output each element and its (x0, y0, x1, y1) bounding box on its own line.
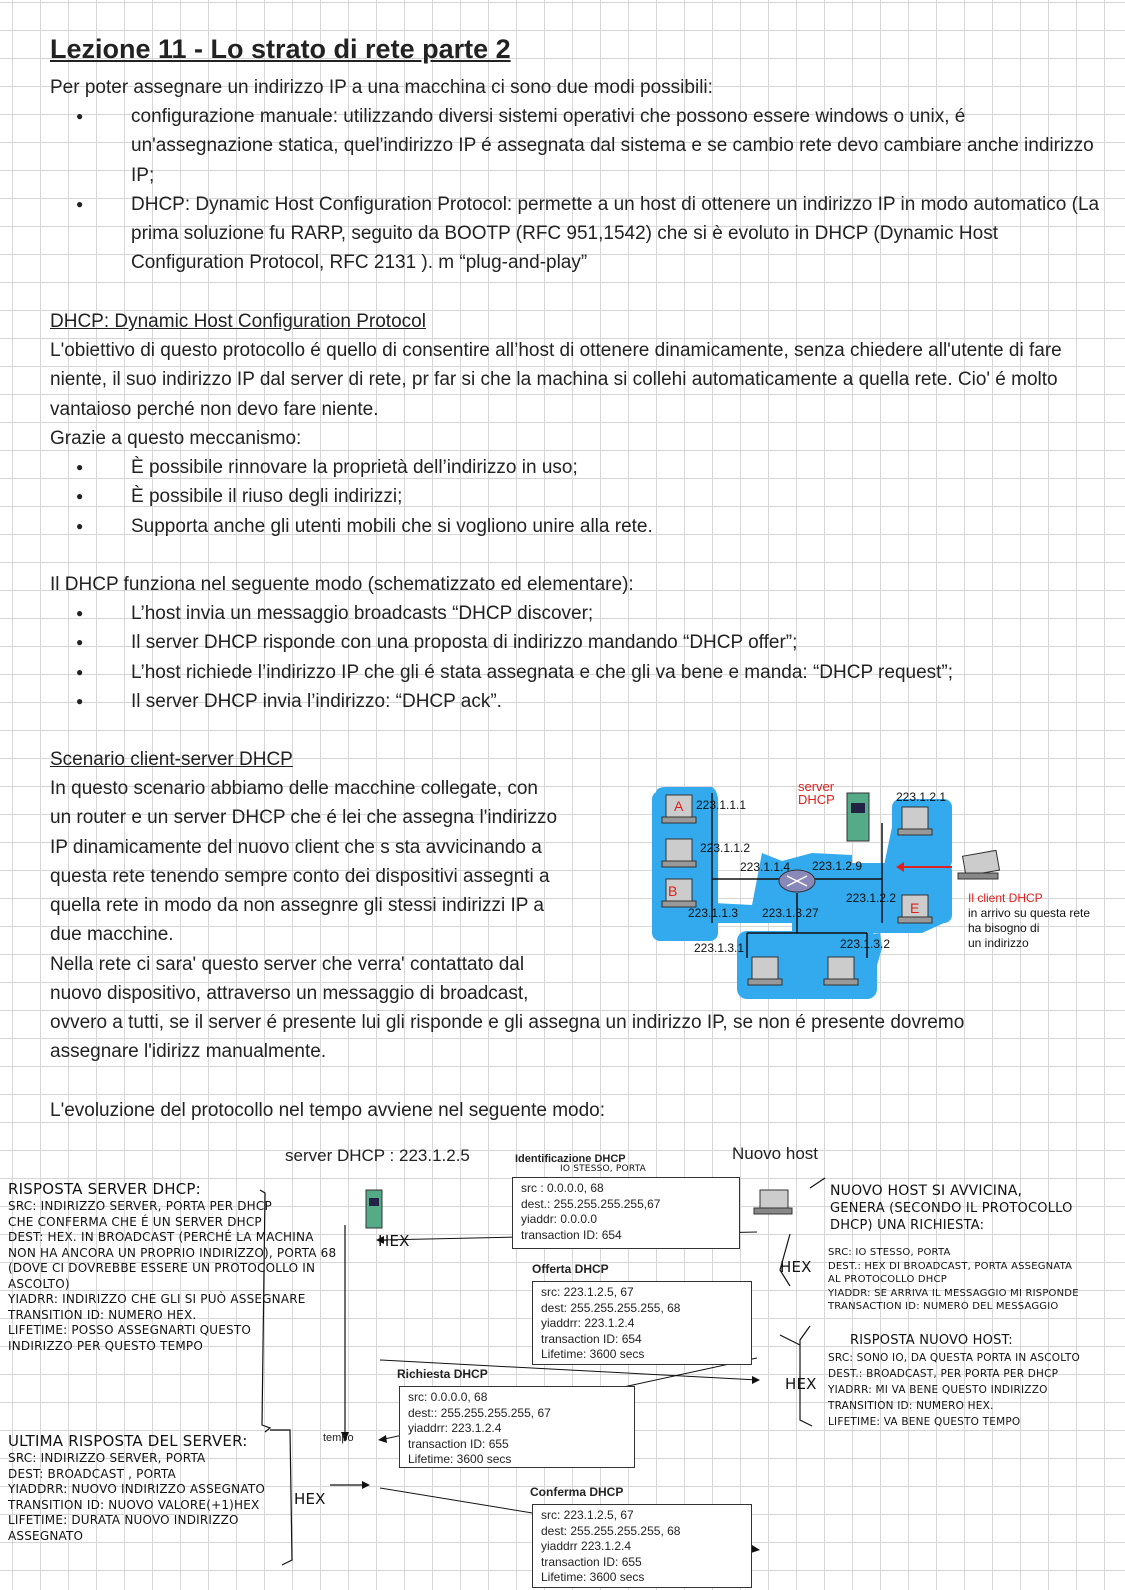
note-line: CHE CONFERMA CHE É UN SERVER DHCP (8, 1214, 262, 1229)
note-line: DHCP) UNA RICHIESTA: (830, 1218, 985, 1233)
note-line: YIADRR: MI VA BENE QUESTO INDIRIZZO (828, 1384, 1048, 1396)
section-heading-scenario: Scenario client-server DHCP (50, 749, 293, 770)
offer-box (532, 1281, 752, 1365)
note-line: NUOVO HOST SI AVVICINA, (830, 1183, 1023, 1199)
funziona-list (50, 599, 1110, 716)
host-title: Nuovo host (732, 1144, 818, 1163)
note-host-response-title: RISPOSTA NUOVO HOST: (850, 1333, 1013, 1348)
ip-label: 223.1.2.1 (896, 790, 947, 804)
box-line: yiaddrr 223.1.2.4 (541, 1539, 632, 1553)
list-item: ● L’host invia un messaggio broadcasts “DHCP discover; (50, 599, 1110, 628)
scenario-line: nuovo dispositivo, attraverso un messaggio di broadcast, (50, 983, 529, 1005)
scenario-line: questa rete tenendo sempre conto dei dispositivi assegnti a (50, 865, 550, 887)
note-line: (DOVE CI DOVREBBE ESSERE UN PROTOCOLLO IN (8, 1261, 316, 1275)
request-box (399, 1386, 635, 1468)
dhcp-server-icon (847, 793, 869, 841)
computer-icon (748, 957, 782, 985)
note-line: DEST.: BROADCAST, PER PORTA PER DHCP (828, 1368, 1059, 1380)
note-line: DEST.: HEX DI BROADCAST, PORTA ASSEGNATA (828, 1260, 1073, 1272)
note-line: LIFETIME: POSSO ASSEGNARTI QUESTO (8, 1323, 252, 1337)
note-line: DEST: HEX. IN BROADCAST (PERCHÉ LA MACHINA (8, 1230, 314, 1244)
note-server-response (8, 1180, 368, 1354)
ip-label: 223.1.2.2 (846, 891, 897, 905)
box-line: src: 223.1.2.5, 67 (541, 1285, 634, 1299)
funziona-text: Il DHCP funziona nel seguente modo (schematizzato ed elementare): (50, 574, 634, 595)
dhcp-paragraph: L'obiettivo di questo protocollo é quello di consentire all’host di ottenere dinamicamente, senza chiedere all'utente di fare niente, il suo indirizzo IP dal server di rete, pr far si che la machina si collehi automaticamente a quella rete. Cio' é molto vantaioso perché non devo fare niente. (50, 340, 1062, 420)
list-item: ● È possibile rinnovare la proprietà dell’indirizzo in uso; (50, 453, 1110, 482)
note-line: INDIRIZZO PER QUESTO TEMPO (8, 1338, 204, 1353)
note-line: TRANSITION ID: NUOVO VALORE(+1)HEX (8, 1497, 260, 1512)
note-line: SRC: INDIRIZZO SERVER, PORTA PER DHCP (8, 1199, 272, 1213)
host-label-a: A (674, 798, 684, 814)
server-title: server DHCP : 223.1.2.5 (285, 1146, 470, 1165)
box-line: Lifetime: 3600 secs (541, 1347, 645, 1361)
box-line: yiaddrr: 223.1.2.4 (541, 1316, 635, 1330)
note-line: LIFETIME: DURATA NUOVO INDIRIZZO (8, 1513, 239, 1527)
time-label: tempo (323, 1432, 354, 1444)
box-line: dest:: 255.255.255.255, 67 (408, 1405, 551, 1420)
box-line: Lifetime: 3600 secs (541, 1570, 645, 1584)
box-line: transaction ID: 654 (541, 1331, 642, 1346)
scenario-tail: ovvero a tutti, se il server é presente lui gli risponde e gli assegna un indirizzo IP, se non é presente dovremo assegnare l'idirizz manualmente. (50, 1012, 965, 1063)
intro-text: Per poter assegnare un indirizzo IP a una macchina ci sono due modi possibili: (50, 77, 713, 98)
ip-label: 223.1.1.3 (688, 906, 739, 920)
page-title: Lezione 11 - Lo strato di rete parte 2 (50, 34, 511, 64)
hex-note: HEX (378, 1232, 410, 1250)
note-line: YIADDRR: NUOVO INDIRIZZO ASSEGNATO (8, 1482, 266, 1496)
scenario-line: In questo scenario abbiamo delle macchine collegate, con (50, 778, 538, 799)
laptop-icon (754, 1190, 792, 1214)
box-line: yiaddrr: 223.1.2.4 (408, 1421, 502, 1435)
box-line: transaction ID: 655 (541, 1554, 642, 1569)
box-line: dest: 255.255.255.255, 68 (541, 1523, 681, 1538)
list-item: ● Il server DHCP invia l’indirizzo: “DHCP ack”. (50, 687, 1110, 716)
section-heading-dhcp: DHCP: Dynamic Host Configuration Protocol (50, 311, 426, 332)
note-line: GENERA (SECONDO IL PROTOCOLLO (830, 1201, 1073, 1216)
scenario-paragraph (50, 774, 650, 1008)
note-line: YIADRR: INDIRIZZO CHE GLI SI PUÒ ASSEGNARE (8, 1292, 306, 1306)
box-line: dest: 255.255.255.255, 68 (541, 1300, 681, 1315)
laptop-icon (958, 850, 999, 879)
ip-label: 223.1.3.2 (840, 937, 891, 951)
note-host-response (828, 1350, 1124, 1430)
box-line: yiaddr: 0.0.0.0 (521, 1212, 598, 1226)
note-line: SRC: SONO IO, DA QUESTA PORTA IN ASCOLTO (828, 1352, 1080, 1364)
note-line: SRC: INDIRIZZO SERVER, PORTA (8, 1451, 206, 1465)
ip-label: 223.1.3.27 (762, 906, 819, 920)
note-line: DEST: BROADCAST , PORTA (8, 1466, 176, 1481)
note-line: ASSEGNATO (8, 1528, 84, 1543)
host-label-e: E (910, 900, 920, 916)
note-line: TRANSACTION ID: NUMERO DEL MESSAGGIO (828, 1301, 1059, 1312)
computer-icon (898, 807, 932, 835)
client-note-line: in arrivo su questa rete (968, 906, 1091, 920)
box-line: src: 0.0.0.0, 68 (408, 1390, 488, 1404)
note-new-host (830, 1182, 1120, 1234)
note-line: AL PROTOCOLLO DHCP (828, 1274, 947, 1285)
computer-icon (824, 957, 858, 985)
computer-icon (662, 839, 696, 867)
note-line: LIFETIME: VA BENE QUESTO TEMPO (828, 1416, 1021, 1428)
list-item: ● Supporta anche gli utenti mobili che si vogliono unire alla rete. (50, 512, 1110, 541)
hex-note: HEX (780, 1258, 812, 1276)
note-line: NON HA ANCORA UN PROPRIO INDIRIZZO), PORTA 68 (8, 1245, 337, 1260)
scenario-line: IP dinamicamente del nuovo client che s sta avvicinando a (50, 836, 542, 858)
client-note-line: Il client DHCP (968, 891, 1043, 905)
box-line: Lifetime: 3600 secs (408, 1452, 512, 1466)
list-item: ● configurazione manuale: utilizzando diversi sistemi operativi che possono essere windows o unix, é un'assegnazione statica, quel'indirizzo IP é assegnata dal sistema e se cambio rete devo cambiare anche indirizzo IP; (50, 102, 1110, 190)
intro-list (50, 102, 1110, 278)
note-line: TRANSITION ID: NUMERO HEX. (828, 1400, 994, 1412)
note-line: RISPOSTA SERVER DHCP: (8, 1180, 201, 1198)
discover-hand-note: IO STESSO, PORTA (560, 1164, 646, 1174)
ip-label: 223.1.2.9 (812, 859, 863, 873)
grazie-text: Grazie a questo meccanismo: (50, 428, 302, 449)
ack-title: Conferma DHCP (530, 1485, 624, 1499)
hex-note: HEX (785, 1375, 817, 1393)
host-label-b: B (668, 883, 678, 899)
note-line: ASCOLTO) (8, 1276, 70, 1291)
note-line: SRC: IO STESSO, PORTA (828, 1247, 951, 1258)
note-last-server-response (8, 1432, 298, 1544)
scenario-line: Nella rete ci sara' questo server che verra' contattato dal (50, 953, 525, 975)
box-line: transaction ID: 655 (408, 1436, 509, 1451)
note-line: ULTIMA RISPOSTA DEL SERVER: (8, 1432, 248, 1450)
evoluzione-text: L'evoluzione del protocollo nel tempo avviene nel seguente modo: (50, 1100, 605, 1121)
ip-label: 223.1.1.2 (700, 841, 751, 855)
note-new-host-details (828, 1246, 1124, 1314)
request-title: Richiesta DHCP (397, 1367, 488, 1381)
ip-label: 223.1.1.1 (696, 798, 747, 812)
list-item: ● L’host richiede l’indirizzo IP che gli é stata assegnata e che gli va bene e manda: “DHCP request”; (50, 658, 1110, 687)
server-label: server DHCP (798, 783, 835, 807)
discover-title: Identificazione DHCP (515, 1153, 626, 1165)
scenario-line: quella rete in modo da non assegnre gli stessi indirizzi IP a (50, 895, 544, 917)
discover-box (512, 1177, 740, 1249)
box-line: transaction ID: 654 (521, 1227, 622, 1242)
client-note-line: ha bisogno di (968, 921, 1040, 935)
ack-box (532, 1504, 752, 1588)
ip-label: 223.1.1.4 (740, 860, 791, 874)
box-line: src: 223.1.2.5, 67 (541, 1508, 634, 1522)
scenario-line: un router e un server DHCP che é lei che assegna l'indirizzo (50, 807, 558, 829)
note-line: TRANSITION ID: NUMERO HEX. (8, 1307, 197, 1322)
list-item: ● È possibile il riuso degli indirizzi; (50, 482, 1110, 511)
scenario-line: due macchine. (50, 924, 174, 946)
box-line: dest.: 255.255.255.255,67 (521, 1196, 661, 1211)
box-line: src : 0.0.0.0, 68 (521, 1181, 604, 1195)
note-line: YIADDR: SE ARRIVA IL MESSAGGIO MI RISPONDE (828, 1287, 1079, 1299)
network-diagram (652, 783, 1122, 1008)
offer-title: Offerta DHCP (532, 1262, 609, 1276)
grazie-list (50, 453, 1110, 541)
list-item: ● DHCP: Dynamic Host Configuration Protocol: permette a un host di ottenere un indirizzo IP in modo automatico (La prima soluzione fu RARP, seguito da BOOTP (RFC 951,1542) che si è evoluto in DHCP (Dynamic Host Configuration Protocol, RFC 2131 ). m “plug-and-play” (50, 190, 1110, 278)
ip-label: 223.1.3.1 (694, 941, 745, 955)
list-item: ● Il server DHCP risponde con una proposta di indirizzo mandando “DHCP offer”; (50, 628, 1110, 657)
hex-note: HEX (294, 1490, 326, 1508)
client-note-line: un indirizzo (968, 936, 1029, 950)
server-icon (366, 1190, 382, 1228)
